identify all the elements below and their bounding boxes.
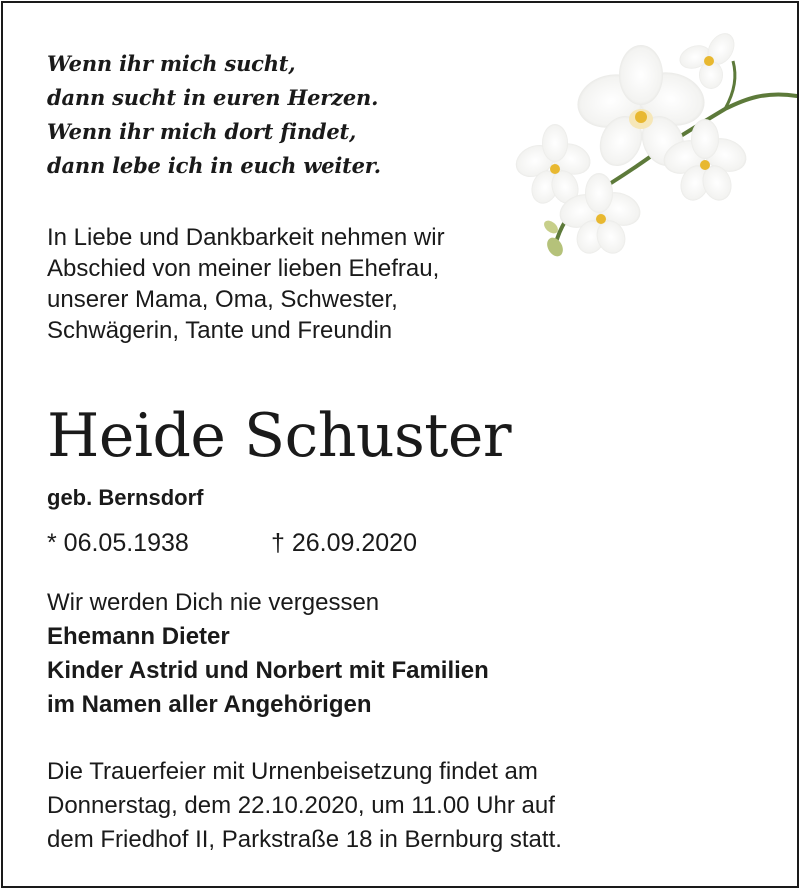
funeral-line: dem Friedhof II, Parkstraße 18 in Bernburg statt. xyxy=(47,826,562,853)
poem-line: dann sucht in euren Herzen. xyxy=(47,85,379,110)
poem-line: dann lebe ich in euch weiter. xyxy=(47,153,381,178)
intro-line: unserer Mama, Oma, Schwester, xyxy=(47,286,398,313)
life-dates xyxy=(47,525,417,561)
birth-name: geb. Bernsdorf xyxy=(47,485,204,510)
poem xyxy=(47,47,381,183)
intro-text xyxy=(47,222,445,346)
birth-date: * 06.05.1938 xyxy=(47,529,189,557)
deceased-name: Heide Schuster xyxy=(47,401,512,471)
intro-line: Abschied von meiner lieben Ehefrau, xyxy=(47,255,440,282)
mourners xyxy=(47,586,489,722)
orchid-icon xyxy=(515,21,797,261)
mourner-name: Kinder Astrid und Norbert mit Familien xyxy=(47,657,489,684)
mourner-name: im Namen aller Angehörigen xyxy=(47,691,372,718)
obituary-notice xyxy=(1,1,799,888)
funeral-info xyxy=(47,755,562,857)
funeral-line: Die Trauerfeier mit Urnenbeisetzung findet am xyxy=(47,758,538,785)
mourner-name: Ehemann Dieter xyxy=(47,623,230,650)
intro-line: In Liebe und Dankbarkeit nehmen wir xyxy=(47,224,445,251)
funeral-line: Donnerstag, dem 22.10.2020, um 11.00 Uhr auf xyxy=(47,792,555,819)
poem-line: Wenn ihr mich sucht, xyxy=(47,51,296,76)
mourners-intro: Wir werden Dich nie vergessen xyxy=(47,589,380,616)
death-date: † 26.09.2020 xyxy=(271,529,417,557)
intro-line: Schwägerin, Tante und Freundin xyxy=(47,317,393,344)
poem-line: Wenn ihr mich dort findet, xyxy=(47,119,357,144)
